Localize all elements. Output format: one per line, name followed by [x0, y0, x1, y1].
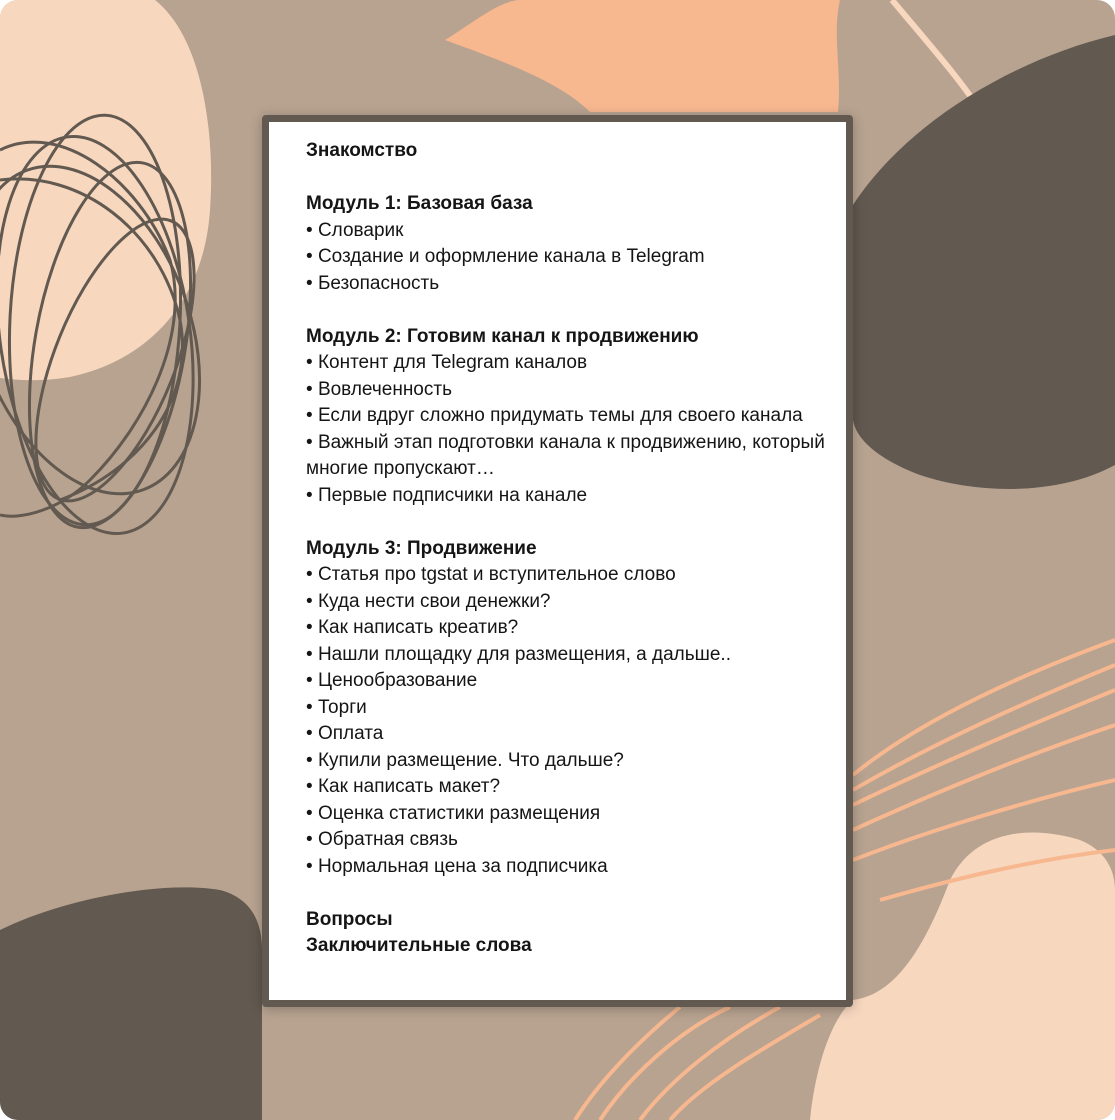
final-words-heading: Заключительные слова [306, 935, 532, 956]
module-items [306, 350, 826, 509]
list-item: • Оценка статистики размещения [306, 801, 826, 828]
closing-section [306, 907, 826, 960]
list-item: • Контент для Telegram каналов [306, 350, 826, 377]
module-1 [306, 191, 826, 297]
list-item: • Безопасность [306, 271, 826, 298]
list-item: • Ценообразование [306, 668, 826, 695]
dark-blob-right [853, 35, 1115, 489]
peach-strokes-bottom-center [575, 1007, 820, 1120]
module-2 [306, 324, 826, 510]
peach-blob-bottom-right [810, 833, 1115, 1120]
questions-heading: Вопросы [306, 908, 393, 930]
list-item: • Если вдруг сложно придумать темы для своего канала [306, 403, 826, 430]
list-item: • Куда нести свои денежки? [306, 589, 826, 616]
list-item: • Оплата [306, 721, 826, 748]
program-card [262, 115, 853, 1007]
list-item: • Создание и оформление канала в Telegram [306, 244, 826, 271]
module-items [306, 562, 826, 880]
intro-heading: Знакомство [306, 140, 418, 161]
peach-leaf-top [445, 0, 840, 112]
list-item: • Важный этап подготовки канала к продвижению, который многие пропускают… [306, 430, 826, 483]
list-item: • Как написать креатив? [306, 615, 826, 642]
list-item: • Купили размещение. Что дальше? [306, 748, 826, 775]
list-item: • Нашли площадку для размещения, а дальше.. [306, 642, 826, 669]
module-title: Модуль 3: Продвижение [306, 537, 537, 559]
list-item: • Первые подписчики на канале [306, 483, 826, 510]
module-title: Модуль 2: Готовим канал к продвижению [306, 325, 699, 347]
list-item: • Торги [306, 695, 826, 722]
list-item: • Обратная связь [306, 827, 826, 854]
program-outline [306, 138, 826, 960]
list-item: • Статья про tgstat и вступительное слово [306, 562, 826, 589]
module-3 [306, 536, 826, 881]
list-item: • Вовлеченность [306, 377, 826, 404]
list-item: • Словарик [306, 218, 826, 245]
dark-blob-bottom-left [0, 887, 262, 1120]
module-title: Модуль 1: Базовая база [306, 193, 533, 214]
module-items [306, 218, 826, 298]
list-item: • Нормальная цена за подписчика [306, 854, 826, 881]
list-item: • Как написать макет? [306, 774, 826, 801]
